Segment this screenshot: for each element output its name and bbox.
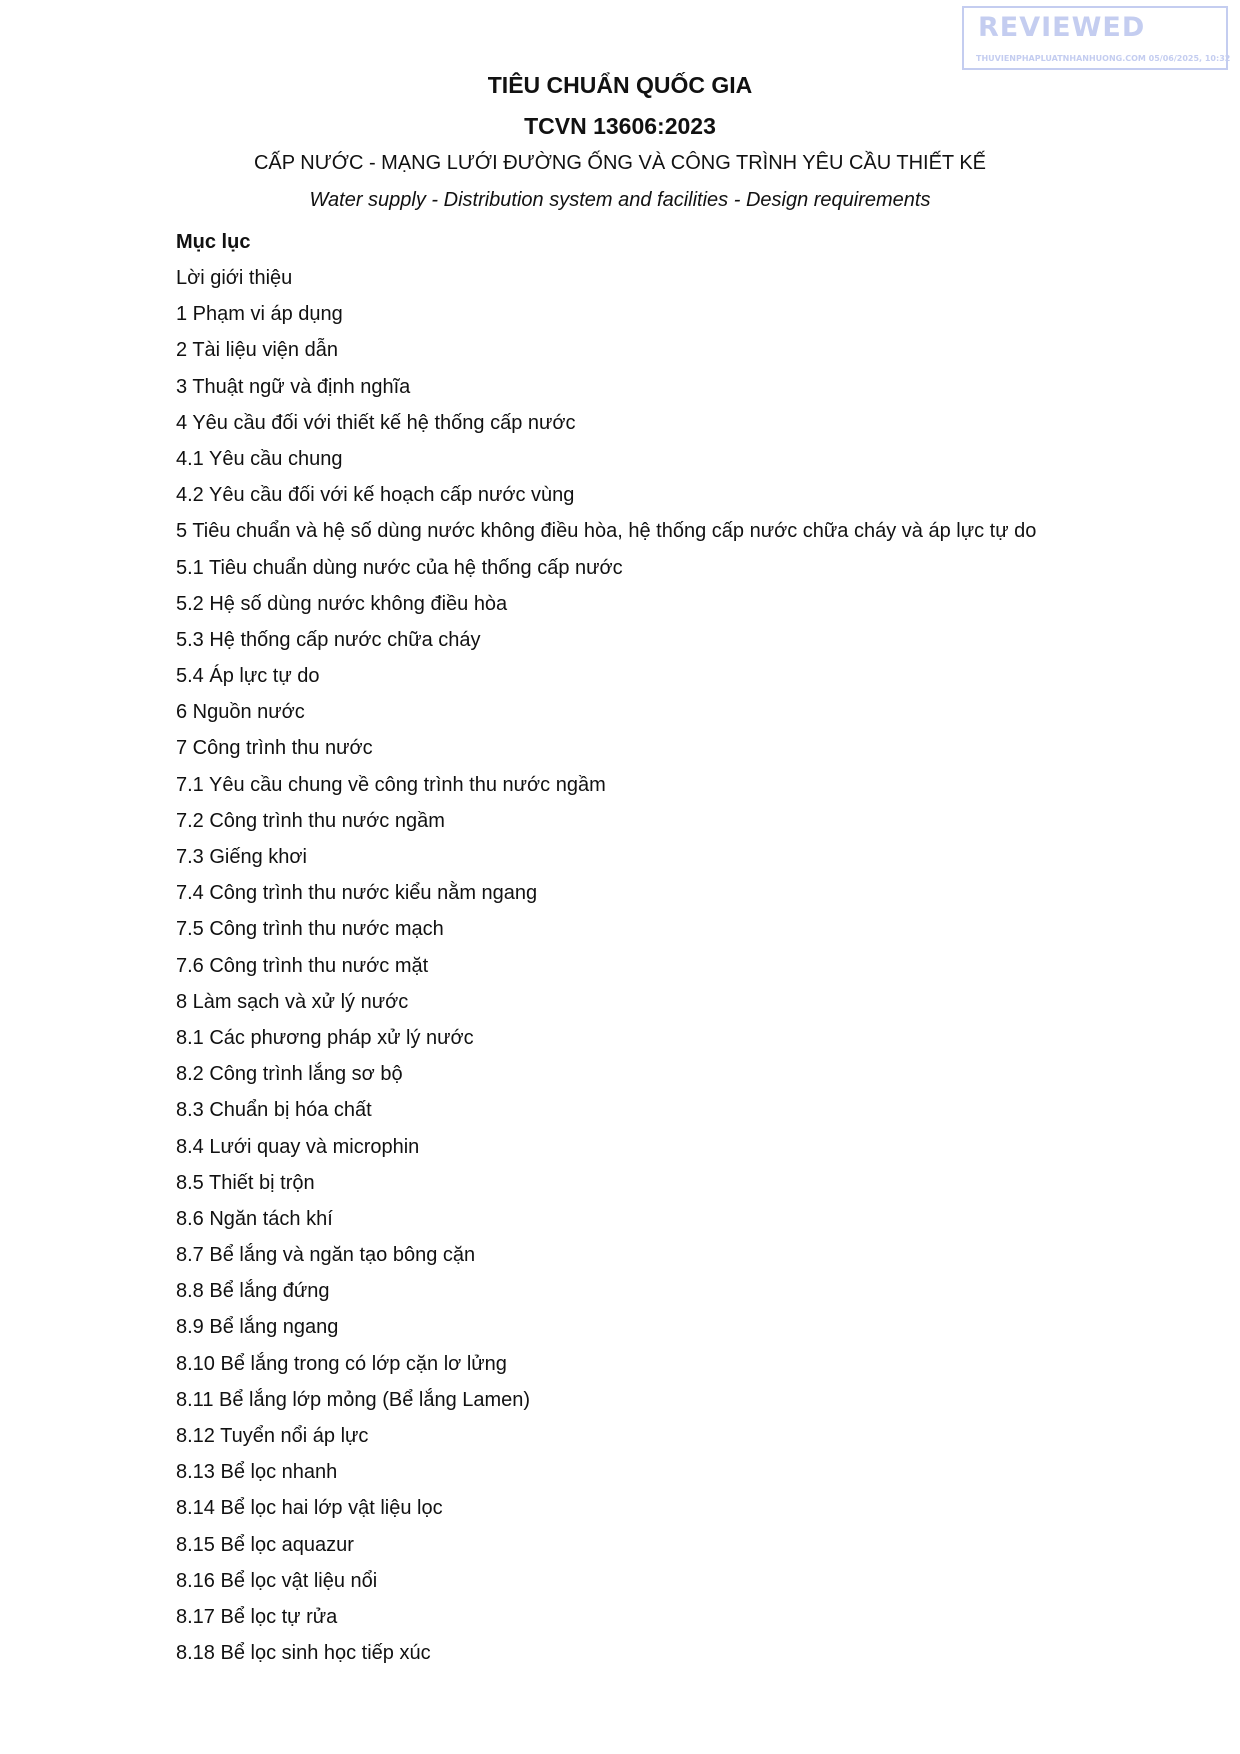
toc-entry[interactable]: 8.17 Bể lọc tự rửa — [176, 1605, 338, 1628]
toc-entry[interactable]: 5.4 Áp lực tự do — [176, 665, 320, 688]
toc-entry[interactable]: 8.15 Bể lọc aquazur — [176, 1533, 354, 1556]
toc-list — [176, 260, 1196, 1671]
toc-entry[interactable]: 7.5 Công trình thu nước mạch — [176, 918, 444, 941]
toc-entry[interactable]: 8.7 Bể lắng và ngăn tạo bông cặn — [176, 1244, 476, 1267]
toc-entry[interactable]: 8.4 Lưới quay và microphin — [176, 1135, 420, 1158]
toc-entry[interactable]: 5.2 Hệ số dùng nước không điều hòa — [176, 592, 508, 615]
toc-entry[interactable]: 8.10 Bể lắng trong có lớp cặn lơ lửng — [176, 1352, 507, 1375]
toc-entry[interactable]: 7.1 Yêu cầu chung về công trình thu nước ngầm — [176, 773, 606, 796]
stamp-word: REVIEWED — [978, 12, 1146, 43]
toc-entry[interactable]: 5.1 Tiêu chuẩn dùng nước của hệ thống cấp nước — [176, 556, 623, 579]
title-vietnamese: CẤP NƯỚC - MẠNG LƯỚI ĐƯỜNG ỐNG VÀ CÔNG TRÌNH YÊU CẦU THIẾT KẾ — [253, 152, 987, 174]
toc-entry[interactable]: 7.2 Công trình thu nước ngầm — [176, 809, 445, 832]
toc-entry[interactable]: 8.6 Ngăn tách khí — [176, 1207, 333, 1230]
reviewed-stamp — [962, 6, 1231, 70]
standard-code: TCVN 13606:2023 — [524, 113, 716, 139]
stamp-line: THUVIENPHAPLUATNHANHUONG.COM 05/06/2025, 10:32 — [976, 54, 1231, 63]
toc-entry[interactable]: 3 Thuật ngữ và định nghĩa — [176, 375, 411, 398]
toc-entry[interactable]: 8.16 Bể lọc vật liệu nổi — [176, 1569, 378, 1592]
toc-entry[interactable]: 8 Làm sạch và xử lý nước — [176, 990, 409, 1013]
toc-entry[interactable]: 8.18 Bể lọc sinh học tiếp xúc — [176, 1642, 431, 1665]
toc-entry[interactable]: 7 Công trình thu nước — [176, 737, 373, 760]
toc-entry[interactable]: 7.3 Giếng khơi — [176, 846, 307, 868]
toc-entry[interactable]: 7.6 Công trình thu nước mặt — [176, 954, 429, 977]
toc-entry[interactable]: 8.8 Bể lắng đứng — [176, 1280, 330, 1303]
toc-entry[interactable]: 8.11 Bể lắng lớp mỏng (Bể lắng Lamen) — [176, 1388, 531, 1411]
toc-entry[interactable]: 8.13 Bể lọc nhanh — [176, 1461, 338, 1484]
toc-entry[interactable]: 4.1 Yêu cầu chung — [176, 447, 343, 470]
toc-entry[interactable]: 8.1 Các phương pháp xử lý nước — [176, 1026, 474, 1049]
title-english: Water supply - Distribution system and facilities - Design requirements — [309, 189, 931, 211]
toc-entry[interactable]: 4 Yêu cầu đối với thiết kế hệ thống cấp nước — [176, 411, 576, 434]
toc-entry[interactable]: 8.3 Chuẩn bị hóa chất — [176, 1099, 372, 1122]
toc-entry[interactable]: 8.14 Bể lọc hai lớp vật liệu lọc — [176, 1497, 443, 1520]
toc-entry[interactable]: 8.9 Bể lắng ngang — [176, 1316, 339, 1339]
toc-entry[interactable]: 2 Tài liệu viện dẫn — [176, 339, 338, 362]
toc-entry[interactable]: 8.5 Thiết bị trộn — [176, 1171, 315, 1194]
toc-entry[interactable]: 7.4 Công trình thu nước kiểu nằm ngang — [176, 882, 538, 905]
toc-entry[interactable]: 8.2 Công trình lắng sơ bộ — [176, 1063, 403, 1086]
toc-entry[interactable]: 6 Nguồn nước — [176, 701, 305, 724]
toc-entry[interactable]: 1 Phạm vi áp dụng — [176, 303, 343, 326]
document-title: TIÊU CHUẨN QUỐC GIA — [487, 72, 753, 98]
toc-entry[interactable]: 4.2 Yêu cầu đối với kế hoạch cấp nước vùng — [176, 484, 575, 507]
toc-entry[interactable]: 8.12 Tuyển nổi áp lực — [176, 1425, 369, 1447]
toc-entry[interactable]: 5.3 Hệ thống cấp nước chữa cháy — [176, 628, 481, 651]
toc-heading: Mục lục — [176, 231, 251, 253]
toc-entry[interactable]: Lời giới thiệu — [176, 267, 293, 289]
table-of-contents — [176, 224, 1196, 1671]
toc-entry[interactable]: 5 Tiêu chuẩn và hệ số dùng nước không điều hòa, hệ thống cấp nước chữa cháy và áp lực tự do — [176, 520, 1037, 543]
